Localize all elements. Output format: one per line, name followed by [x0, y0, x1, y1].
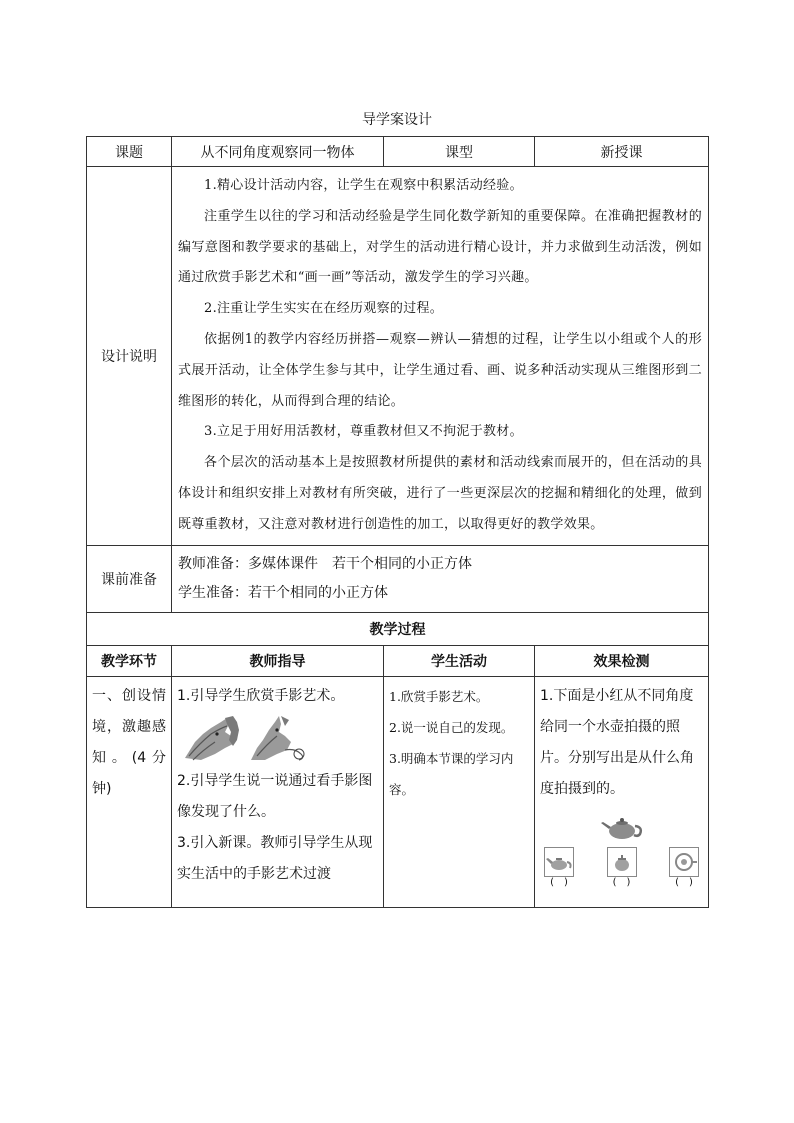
design-paragraph: 2.注重让学生实实在在经历观察的过程。	[204, 301, 444, 317]
design-label: 设计说明	[87, 167, 172, 546]
design-content	[172, 167, 709, 546]
lesson-plan-table	[86, 136, 709, 908]
hand-shadow-image	[181, 714, 311, 762]
teapot-icon	[600, 815, 644, 841]
prep-row	[87, 545, 709, 612]
teacher-item: 3.引入新课。教师引导学生从现实生活中的手影艺术过渡	[177, 834, 373, 882]
top-view-icon	[669, 847, 699, 877]
column-header-student: 学生活动	[384, 645, 535, 676]
design-paragraph: 1.精心设计活动内容，让学生在观察中积累活动经验。	[204, 178, 523, 193]
column-header-check: 效果检测	[535, 645, 709, 676]
prep-label: 课前准备	[87, 545, 172, 612]
header-row	[87, 137, 709, 167]
stage-cell	[87, 676, 172, 907]
design-paragraph: 依据例1的教学内容经历拼搭—观察—辨认—猜想的过程，让学生以小组或个人的形式展开活动，让全体学生参与其中，让学生通过看、画、说多种活动实现从三维图形到二维图形的转化，从而得到合理的结论。	[178, 331, 702, 409]
stage-text: 一、创设情境，激趣感知。(4分钟)	[92, 687, 166, 797]
design-paragraph: 各个层次的活动基本上是按照教材所提供的素材和活动线索而展开的，但在活动的具体设计和组织安排上对教材有所突破，进行了一些更深层次的挖掘和精细化的处理，做到既尊重教材，又注意对教材进行创造性的加工，以取得更好的教学效果。	[178, 455, 702, 532]
type-value: 新授课	[535, 137, 709, 167]
process-title-row	[87, 612, 709, 645]
student-item: 3.明确本节课的学习内容。	[389, 750, 514, 797]
view-option	[607, 847, 637, 889]
design-paragraph: 注重学生以往的学习和活动经验是学生同化数学新知的重要保障。在准确把握教材的编写意图和教学要求的基础上，对学生的活动进行精心设计，并力求做到生动活泼，例如通过欣赏手影艺术和“画一画”等活动，激发学生的学习兴趣。	[178, 208, 702, 286]
topic-label: 课题	[87, 137, 172, 167]
check-question: 1.下面是小红从不同角度给同一个水壶拍摄的照片。分别写出是从什么角度拍摄到的。	[540, 687, 694, 797]
view-option	[669, 847, 699, 889]
teacher-item: 1.引导学生欣赏手影艺术。	[177, 687, 345, 704]
student-item: 2.说一说自己的发现。	[389, 719, 514, 735]
teacher-cell	[172, 676, 384, 907]
type-label: 课型	[384, 137, 535, 167]
answer-blank[interactable]: ( )	[550, 876, 568, 888]
process-title: 教学过程	[87, 612, 709, 645]
design-row	[87, 167, 709, 546]
student-cell	[384, 676, 535, 907]
teacher-item: 2.引导学生说一说通过看手影图像发现了什么。	[177, 772, 373, 820]
check-cell	[535, 676, 709, 907]
view-options	[540, 841, 703, 889]
answer-blank[interactable]: ( )	[612, 876, 631, 888]
front-view-icon	[607, 847, 637, 877]
design-paragraph: 3.立足于用好用活教材，尊重教材但又不拘泥于教材。	[204, 424, 523, 440]
prep-content	[172, 545, 709, 612]
student-prep: 学生准备：若干个相同的小正方体	[178, 584, 388, 601]
student-item: 1.欣赏手影艺术。	[389, 688, 489, 704]
process-row	[87, 676, 709, 907]
answer-blank[interactable]: ( )	[675, 876, 693, 888]
teacher-prep: 教师准备：多媒体课件 若干个相同的小正方体	[178, 555, 472, 572]
column-header-teacher: 教师指导	[172, 645, 384, 676]
view-option	[544, 847, 574, 889]
topic-value: 从不同角度观察同一物体	[172, 137, 384, 167]
column-header-stage: 教学环节	[87, 645, 172, 676]
process-header-row	[87, 645, 709, 676]
side-view-icon	[544, 847, 574, 877]
doc-title: 导学案设计	[362, 112, 432, 128]
